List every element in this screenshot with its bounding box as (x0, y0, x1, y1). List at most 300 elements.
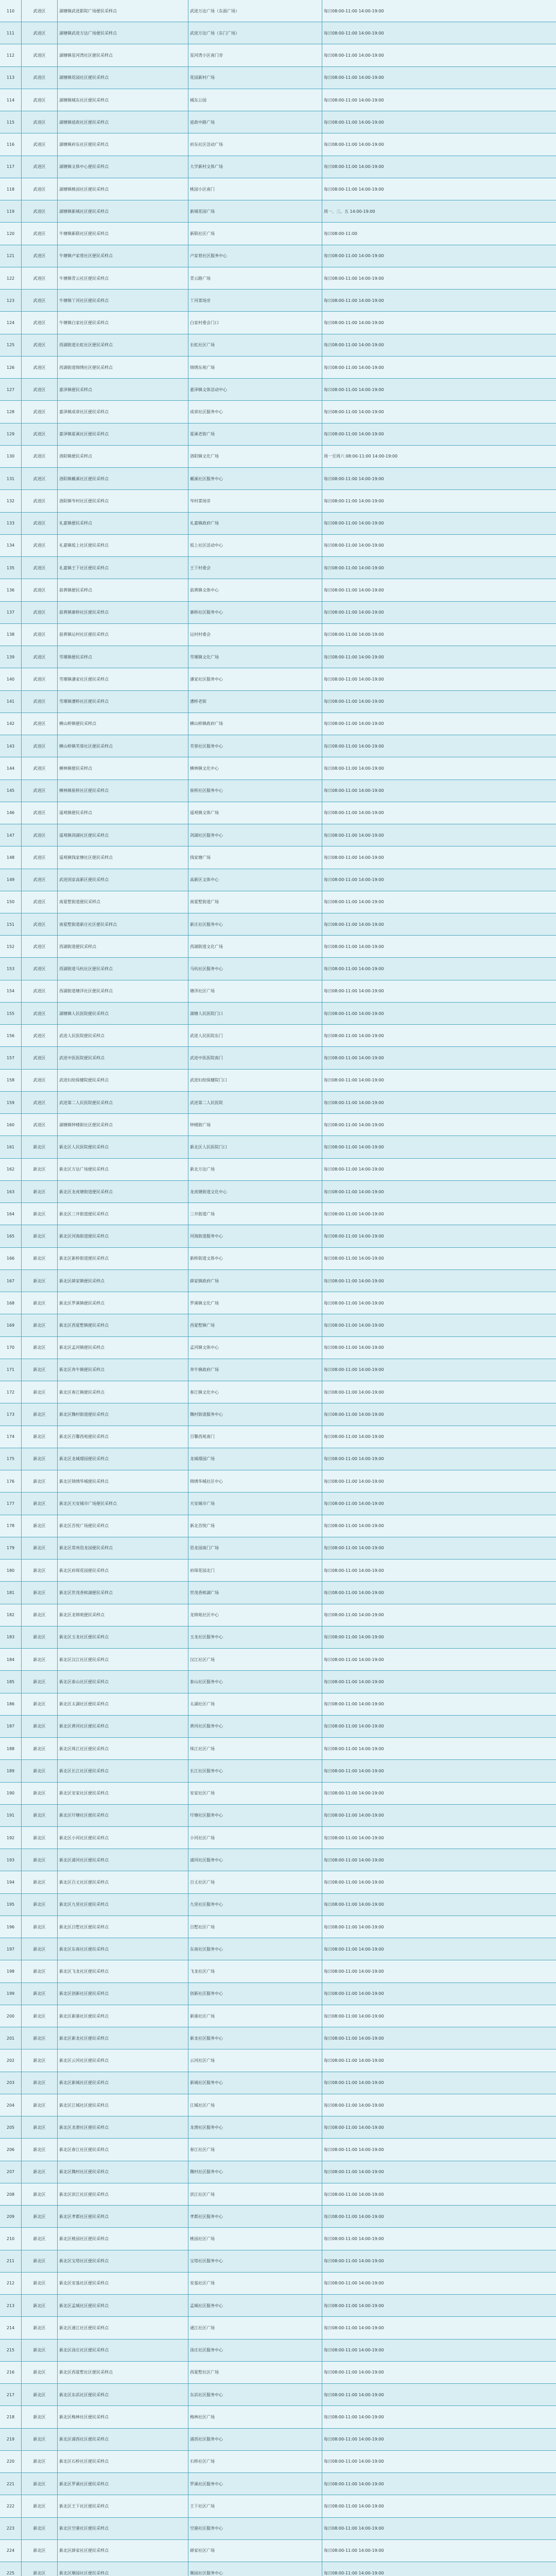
table-row (0, 1070, 556, 1092)
table-row (0, 446, 556, 468)
sampling-point-name: 湖塘镇延政社区便民采样点 (58, 111, 188, 133)
sampling-point-address: 戴溪社区服务中心 (188, 468, 322, 490)
row-number: 122 (0, 267, 22, 290)
district-cell: 新北区 (22, 1136, 58, 1158)
sampling-time: 每日08:00-11:00 14:00-19:00 (322, 802, 556, 824)
sampling-point-address: 遥观镇文体广场 (188, 802, 322, 824)
row-number: 156 (0, 1025, 22, 1047)
sampling-point-name: 新北区百丈社区便民采样点 (58, 1871, 188, 1893)
district-cell: 新北区 (22, 1292, 58, 1314)
table-row (0, 2451, 556, 2473)
sampling-point-address: 龙锦苑社区中心 (188, 1604, 322, 1626)
sampling-time: 每日08:00-11:00 14:00-19:00 (322, 713, 556, 735)
table-row (0, 2161, 556, 2183)
table-row (0, 1448, 556, 1470)
table-row (0, 1916, 556, 1938)
row-number: 221 (0, 2473, 22, 2495)
row-number: 201 (0, 2027, 22, 2049)
table-row (0, 757, 556, 779)
sampling-time: 每日08:00-11:00 14:00-19:00 (322, 869, 556, 891)
sampling-time: 每日08:00-11:00 14:00-19:00 (322, 1960, 556, 1982)
sampling-point-address: 新桥街道文体中心 (188, 1248, 322, 1270)
sampling-time: 每日08:00-11:00 14:00-19:00 (322, 1337, 556, 1359)
sampling-point-name: 新北区魏村社区便民采样点 (58, 2161, 188, 2183)
table-row (0, 646, 556, 668)
sampling-point-address: 吕墅社区广场 (188, 1916, 322, 1938)
sampling-point-name: 新北区常州恐龙园便民采样点 (58, 1537, 188, 1560)
sampling-point-name: 新北区汉江社区便民采样点 (58, 1649, 188, 1671)
sampling-time: 每日08:00-11:00 14:00-19:00 (322, 2540, 556, 2562)
district-cell: 武进区 (22, 579, 58, 601)
table-row (0, 602, 556, 624)
sampling-point-address: 空港社区服务中心 (188, 2518, 322, 2540)
sampling-point-address: 西夏墅镇广场 (188, 1314, 322, 1336)
table-row (0, 1493, 556, 1515)
row-number: 188 (0, 1738, 22, 1760)
sampling-time: 每日08:00-11:00 14:00-19:00 (322, 490, 556, 512)
table-row (0, 846, 556, 869)
district-cell: 新北区 (22, 1738, 58, 1760)
sampling-point-name: 礼嘉镇便民采样点 (58, 513, 188, 535)
sampling-time: 每日08:00-11:00 14:00-19:00 (322, 1003, 556, 1025)
row-number: 186 (0, 1693, 22, 1716)
sampling-point-address: 河海街道服务中心 (188, 1225, 322, 1247)
sampling-point-name: 湖塘镇花园社区便民采样点 (58, 67, 188, 89)
sampling-time: 每日08:00-11:00 14:00-19:00 (322, 2250, 556, 2273)
district-cell: 新北区 (22, 1515, 58, 1537)
row-number: 194 (0, 1871, 22, 1893)
row-number: 199 (0, 1983, 22, 2005)
table-row (0, 2228, 556, 2250)
sampling-time: 每日08:00-11:00 14:00-19:00 (322, 691, 556, 713)
sampling-point-name: 前黄镇便民采样点 (58, 579, 188, 601)
sampling-point-address: 延政中路广场 (188, 111, 322, 133)
sampling-time: 每日08:00-11:00 14:00-19:00 (322, 1359, 556, 1381)
sampling-point-address: 城东公园 (188, 89, 322, 111)
table-row (0, 245, 556, 267)
table-row (0, 401, 556, 423)
sampling-point-name: 牛塘镇丫河社区便民采样点 (58, 290, 188, 312)
district-cell: 新北区 (22, 2562, 58, 2576)
sampling-time: 每日08:00-11:00 14:00-19:00 (322, 133, 556, 156)
sampling-point-address: 三井街道广场 (188, 1203, 322, 1225)
sampling-point-name: 西湖街道马杭社区便民采样点 (58, 958, 188, 980)
sampling-point-name: 牛塘镇新联社区便民采样点 (58, 223, 188, 245)
sampling-time: 每日08:00-11:00 14:00-19:00 (322, 1582, 556, 1604)
sampling-point-address: 武进第二人民医院 (188, 1092, 322, 1114)
sampling-point-address: 花园新村广场 (188, 67, 322, 89)
sampling-time: 每日08:00-11:00 14:00-19:00 (322, 1493, 556, 1515)
sampling-point-address: 汉江社区广场 (188, 1649, 322, 1671)
sampling-point-name: 新北区罗溪镇便民采样点 (58, 1292, 188, 1314)
sampling-point-name: 新北区孝都社区便民采样点 (58, 2206, 188, 2228)
row-number: 219 (0, 2429, 22, 2451)
row-number: 148 (0, 846, 22, 869)
sampling-point-address: 龙城璟园广场 (188, 1448, 322, 1470)
sampling-point-address: 梅林社区广场 (188, 2406, 322, 2428)
row-number: 187 (0, 1716, 22, 1738)
sampling-point-address: 新北万达广场 (188, 1159, 322, 1181)
sampling-point-address: 西夏墅社区广场 (188, 2362, 322, 2384)
sampling-point-address: 岑村菜场旁 (188, 490, 322, 512)
sampling-time: 每日08:00-11:00 14:00-19:00 (322, 89, 556, 111)
row-number: 179 (0, 1537, 22, 1560)
sampling-point-address: 奔牛镇政府广场 (188, 1359, 322, 1381)
sampling-point-address: 长江社区服务中心 (188, 1760, 322, 1782)
table-row (0, 290, 556, 312)
sampling-time: 每日08:00-11:00 14:00-19:00 (322, 1159, 556, 1181)
sampling-time: 周一、三、五 14:00-19:00 (322, 200, 556, 223)
table-row (0, 1314, 556, 1336)
sampling-time: 每日08:00-11:00 14:00-19:00 (322, 468, 556, 490)
sampling-point-name: 雪堰镇潘家社区便民采样点 (58, 668, 188, 690)
district-cell: 新北区 (22, 1181, 58, 1203)
district-cell: 武进区 (22, 668, 58, 690)
sampling-point-address: 安基社区广场 (188, 2273, 322, 2295)
table-row (0, 668, 556, 690)
row-number: 223 (0, 2518, 22, 2540)
district-cell: 新北区 (22, 1716, 58, 1738)
row-number: 160 (0, 1114, 22, 1136)
sampling-point-name: 雪堰镇便民采样点 (58, 646, 188, 668)
sampling-time: 每日08:00-11:00 14:00-19:00 (322, 401, 556, 423)
sampling-point-name: 新北区王下社区便民采样点 (58, 2495, 188, 2517)
table-row (0, 223, 556, 245)
sampling-point-address: 白家村委会门口 (188, 312, 322, 334)
row-number: 146 (0, 802, 22, 824)
sampling-point-name: 雪堰镇漕桥社区便民采样点 (58, 691, 188, 713)
row-number: 216 (0, 2362, 22, 2384)
sampling-point-address: 浦西社区服务中心 (188, 2429, 322, 2451)
sampling-time: 每日08:00-11:00 14:00-19:00 (322, 2027, 556, 2049)
table-row (0, 958, 556, 980)
district-cell: 武进区 (22, 602, 58, 624)
sampling-point-address: 孟城社区服务中心 (188, 2295, 322, 2317)
sampling-point-address: 云河社区广场 (188, 2049, 322, 2072)
row-number: 181 (0, 1582, 22, 1604)
row-number: 204 (0, 2094, 22, 2116)
sampling-time: 每日08:00-11:00 14:00-19:00 (322, 846, 556, 869)
sampling-point-name: 湖塘镇府东社区便民采样点 (58, 133, 188, 156)
sampling-point-address: 崔桥社区服务中心 (188, 780, 322, 802)
table-row (0, 312, 556, 334)
sampling-point-name: 前黄镇运村社区便民采样点 (58, 624, 188, 646)
district-cell: 武进区 (22, 691, 58, 713)
district-cell: 新北区 (22, 1537, 58, 1560)
sampling-time: 每日08:00-11:00 14:00-19:00 (322, 1983, 556, 2005)
row-number: 193 (0, 1849, 22, 1871)
sampling-point-name: 新北区春江镇便民采样点 (58, 1381, 188, 1403)
sampling-point-address: 玉龙社区服务中心 (188, 1626, 322, 1649)
row-number: 189 (0, 1760, 22, 1782)
sampling-point-address: 创新社区服务中心 (188, 1983, 322, 2005)
district-cell: 武进区 (22, 468, 58, 490)
sampling-point-name: 牛塘镇青云社区便民采样点 (58, 267, 188, 290)
row-number: 124 (0, 312, 22, 334)
sampling-point-address: 湖塘人民医院门口 (188, 1003, 322, 1025)
sampling-time: 每日08:00-11:00 14:00-19:00 (322, 2206, 556, 2228)
table-row (0, 1248, 556, 1270)
row-number: 165 (0, 1225, 22, 1247)
district-cell: 新北区 (22, 1159, 58, 1181)
district-cell: 新北区 (22, 1248, 58, 1270)
table-row (0, 2005, 556, 2027)
sampling-time: 每日08:00-11:00 14:00-19:00 (322, 290, 556, 312)
sampling-point-address: 东南社区服务中心 (188, 1938, 322, 1960)
sampling-point-address: 百馨西苑南门 (188, 1426, 322, 1448)
district-cell: 武进区 (22, 490, 58, 512)
sampling-time: 每日08:00-11:00 14:00-19:00 (322, 1025, 556, 1047)
sampling-point-name: 湖塘镇城东社区便民采样点 (58, 89, 188, 111)
row-number: 143 (0, 735, 22, 757)
sampling-point-name: 新北区新城社区便民采样点 (58, 2072, 188, 2094)
sampling-point-name: 新北区太湖社区便民采样点 (58, 1693, 188, 1716)
sampling-point-name: 新北区河海街道便民采样点 (58, 1225, 188, 1247)
sampling-point-address: 青云路广场 (188, 267, 322, 290)
sampling-point-name: 新北区浦河社区便民采样点 (58, 1849, 188, 1871)
table-row (0, 2340, 556, 2362)
sampling-time: 每日08:00-11:00 (322, 223, 556, 245)
sampling-point-name: 新北区江城社区便民采样点 (58, 2094, 188, 2116)
sampling-time: 每日08:00-11:00 14:00-19:00 (322, 2495, 556, 2517)
district-cell: 武进区 (22, 178, 58, 200)
district-cell: 新北区 (22, 1827, 58, 1849)
district-cell: 武进区 (22, 624, 58, 646)
sampling-point-address: 顺园社区服务中心 (188, 2562, 322, 2576)
sampling-time: 每日08:00-11:00 14:00-19:00 (322, 1203, 556, 1225)
sampling-point-address: 桃园社区广场 (188, 2228, 322, 2250)
sampling-point-address: 圩塘社区服务中心 (188, 1805, 322, 1827)
table-row (0, 133, 556, 156)
sampling-point-address: 通江社区广场 (188, 2317, 322, 2339)
sampling-point-address: 洛阳镇文化广场 (188, 446, 322, 468)
row-number: 132 (0, 490, 22, 512)
sampling-point-name: 遥观镇便民采样点 (58, 802, 188, 824)
sampling-point-name: 新北区桃园社区便民采样点 (58, 2228, 188, 2250)
sampling-point-name: 横山桥镇便民采样点 (58, 713, 188, 735)
row-number: 169 (0, 1314, 22, 1336)
sampling-point-name: 湖塘镇文体中心便民采样点 (58, 156, 188, 178)
table-row (0, 1849, 556, 1871)
sampling-time: 每日08:00-11:00 14:00-19:00 (322, 2273, 556, 2295)
row-number: 130 (0, 446, 22, 468)
table-row (0, 22, 556, 44)
sampling-point-name: 新北区新桥街道便民采样点 (58, 1248, 188, 1270)
district-cell: 武进区 (22, 869, 58, 891)
district-cell: 武进区 (22, 1003, 58, 1025)
row-number: 145 (0, 780, 22, 802)
sampling-point-address: 薛家社区广场 (188, 2540, 322, 2562)
row-number: 171 (0, 1359, 22, 1381)
row-number: 177 (0, 1493, 22, 1515)
row-number: 195 (0, 1894, 22, 1916)
district-cell: 武进区 (22, 357, 58, 379)
sampling-time: 每日08:00-11:00 14:00-19:00 (322, 2295, 556, 2317)
district-cell: 武进区 (22, 1114, 58, 1136)
table-row (0, 1136, 556, 1158)
row-number: 197 (0, 1938, 22, 1960)
sampling-point-name: 遥观镇钱家塘社区便民采样点 (58, 846, 188, 869)
district-cell: 武进区 (22, 67, 58, 89)
row-number: 218 (0, 2406, 22, 2428)
row-number: 155 (0, 1003, 22, 1025)
row-number: 151 (0, 913, 22, 936)
sampling-time: 每日08:00-11:00 14:00-19:00 (322, 1738, 556, 1760)
table-row (0, 913, 556, 936)
district-cell: 新北区 (22, 1203, 58, 1225)
table-row (0, 824, 556, 846)
district-cell: 新北区 (22, 1626, 58, 1649)
sampling-point-address: 潘家社区服务中心 (188, 668, 322, 690)
sampling-point-address: 运村村委会 (188, 624, 322, 646)
district-cell: 新北区 (22, 1938, 58, 1960)
sampling-time: 每日08:00-11:00 14:00-19:00 (322, 1470, 556, 1493)
table-row (0, 156, 556, 178)
sampling-time: 每日08:00-11:00 14:00-19:00 (322, 1560, 556, 1582)
row-number: 198 (0, 1960, 22, 1982)
district-cell: 武进区 (22, 757, 58, 779)
sampling-point-name: 新北区云河社区便民采样点 (58, 2049, 188, 2072)
row-number: 170 (0, 1337, 22, 1359)
row-number: 119 (0, 200, 22, 223)
district-cell: 武进区 (22, 980, 58, 1003)
row-number: 225 (0, 2562, 22, 2576)
table-row (0, 1827, 556, 1849)
district-cell: 新北区 (22, 1649, 58, 1671)
district-cell: 武进区 (22, 846, 58, 869)
sampling-point-address: 石桥社区广场 (188, 2451, 322, 2473)
table-row (0, 490, 556, 512)
sampling-point-address: 钟楼街广场 (188, 1114, 322, 1136)
row-number: 129 (0, 423, 22, 446)
sampling-time: 每日08:00-11:00 14:00-19:00 (322, 1403, 556, 1426)
district-cell: 新北区 (22, 2429, 58, 2451)
sampling-time: 每日08:00-11:00 14:00-19:00 (322, 1537, 556, 1560)
sampling-time: 每日08:00-11:00 14:00-19:00 (322, 824, 556, 846)
row-number: 133 (0, 513, 22, 535)
sampling-point-name: 新北区龙城璟园便民采样点 (58, 1448, 188, 1470)
sampling-time: 每日08:00-11:00 14:00-19:00 (322, 1114, 556, 1136)
sampling-point-name: 新北区孟河镇便民采样点 (58, 1337, 188, 1359)
district-cell: 武进区 (22, 891, 58, 913)
sampling-point-name: 新北区安基社区便民采样点 (58, 2273, 188, 2295)
sampling-point-name: 新北区吕墅社区便民采样点 (58, 1916, 188, 1938)
table-row (0, 1159, 556, 1181)
sampling-point-address: 寨桥社区服务中心 (188, 602, 322, 624)
district-cell: 武进区 (22, 1025, 58, 1047)
district-cell: 新北区 (22, 2250, 58, 2273)
table-row (0, 111, 556, 133)
table-row (0, 178, 556, 200)
table-row (0, 1359, 556, 1381)
district-cell: 武进区 (22, 802, 58, 824)
table-row (0, 1983, 556, 2005)
table-row (0, 423, 556, 446)
sampling-point-address: 新联社区广场 (188, 223, 322, 245)
row-number: 139 (0, 646, 22, 668)
sampling-point-name: 新北区薛家镇便民采样点 (58, 1270, 188, 1292)
row-number: 203 (0, 2072, 22, 2094)
sampling-point-name: 新北区东南社区便民采样点 (58, 1938, 188, 1960)
sampling-point-address: 薛家镇政府广场 (188, 1270, 322, 1292)
district-cell: 武进区 (22, 446, 58, 468)
sampling-time: 每日08:00-11:00 14:00-19:00 (322, 1894, 556, 1916)
table-row (0, 2295, 556, 2317)
row-number: 175 (0, 1448, 22, 1470)
sampling-time: 每日08:00-11:00 14:00-19:00 (322, 1136, 556, 1158)
table-row (0, 2250, 556, 2273)
sampling-point-address: 横山桥镇政府广场 (188, 713, 322, 735)
sampling-time: 每日08:00-11:00 14:00-19:00 (322, 2406, 556, 2428)
sampling-point-name: 新北区天安城市广场便民采样点 (58, 1493, 188, 1515)
district-cell: 新北区 (22, 1871, 58, 1893)
district-cell: 武进区 (22, 1047, 58, 1069)
sampling-point-name: 新北区春江社区便民采样点 (58, 2139, 188, 2161)
sampling-time: 每日08:00-11:00 14:00-19:00 (322, 1649, 556, 1671)
district-cell: 新北区 (22, 2295, 58, 2317)
table-row (0, 2049, 556, 2072)
sampling-time: 每日08:00-11:00 14:00-19:00 (322, 2518, 556, 2540)
sampling-point-name: 南夏墅街道新庄社区便民采样点 (58, 913, 188, 936)
table-row (0, 1537, 556, 1560)
sampling-time: 每日08:00-11:00 14:00-19:00 (322, 1849, 556, 1871)
row-number: 161 (0, 1136, 22, 1158)
row-number: 117 (0, 156, 22, 178)
sampling-time: 每日08:00-11:00 14:00-19:00 (322, 44, 556, 66)
row-number: 209 (0, 2206, 22, 2228)
table-row (0, 1716, 556, 1738)
row-number: 140 (0, 668, 22, 690)
table-row (0, 557, 556, 579)
sampling-point-address: 安家社区广场 (188, 1783, 322, 1805)
sampling-point-name: 西湖街道长虹社区便民采样点 (58, 334, 188, 357)
table-row (0, 1470, 556, 1493)
sampling-point-address: 罗溪社区服务中心 (188, 2473, 322, 2495)
district-cell: 新北区 (22, 1359, 58, 1381)
table-row (0, 2473, 556, 2495)
sampling-time: 每日08:00-11:00 14:00-19:00 (322, 379, 556, 401)
sampling-point-address: 武进万达广场（东面广场） (188, 0, 322, 22)
sampling-point-name: 横林镇便民采样点 (58, 757, 188, 779)
sampling-time: 每日08:00-11:00 14:00-19:00 (322, 936, 556, 958)
district-cell: 武进区 (22, 44, 58, 66)
district-cell: 武进区 (22, 0, 58, 22)
sampling-point-name: 湖塘镇新城社区便民采样点 (58, 200, 188, 223)
row-number: 120 (0, 223, 22, 245)
sampling-point-name: 新北区空港社区便民采样点 (58, 2518, 188, 2540)
table-row (0, 2273, 556, 2295)
district-cell: 新北区 (22, 1671, 58, 1693)
district-cell: 新北区 (22, 2094, 58, 2116)
row-number: 142 (0, 713, 22, 735)
sampling-time: 每日08:00-11:00 14:00-19:00 (322, 602, 556, 624)
row-number: 172 (0, 1381, 22, 1403)
sampling-point-address: 汤庄社区服务中心 (188, 2340, 322, 2362)
row-number: 131 (0, 468, 22, 490)
sampling-point-name: 武进人民医院便民采样点 (58, 1025, 188, 1047)
row-number: 147 (0, 824, 22, 846)
table-row (0, 2429, 556, 2451)
sampling-time: 每日08:00-11:00 14:00-19:00 (322, 1916, 556, 1938)
district-cell: 新北区 (22, 2228, 58, 2250)
table-row (0, 1604, 556, 1626)
sampling-point-name: 新北区石桥社区便民采样点 (58, 2451, 188, 2473)
row-number: 163 (0, 1181, 22, 1203)
sampling-point-name: 新北区泰山社区便民采样点 (58, 1671, 188, 1693)
table-row (0, 1671, 556, 1693)
sampling-point-address: 府东社区活动广场 (188, 133, 322, 156)
table-row (0, 1381, 556, 1403)
